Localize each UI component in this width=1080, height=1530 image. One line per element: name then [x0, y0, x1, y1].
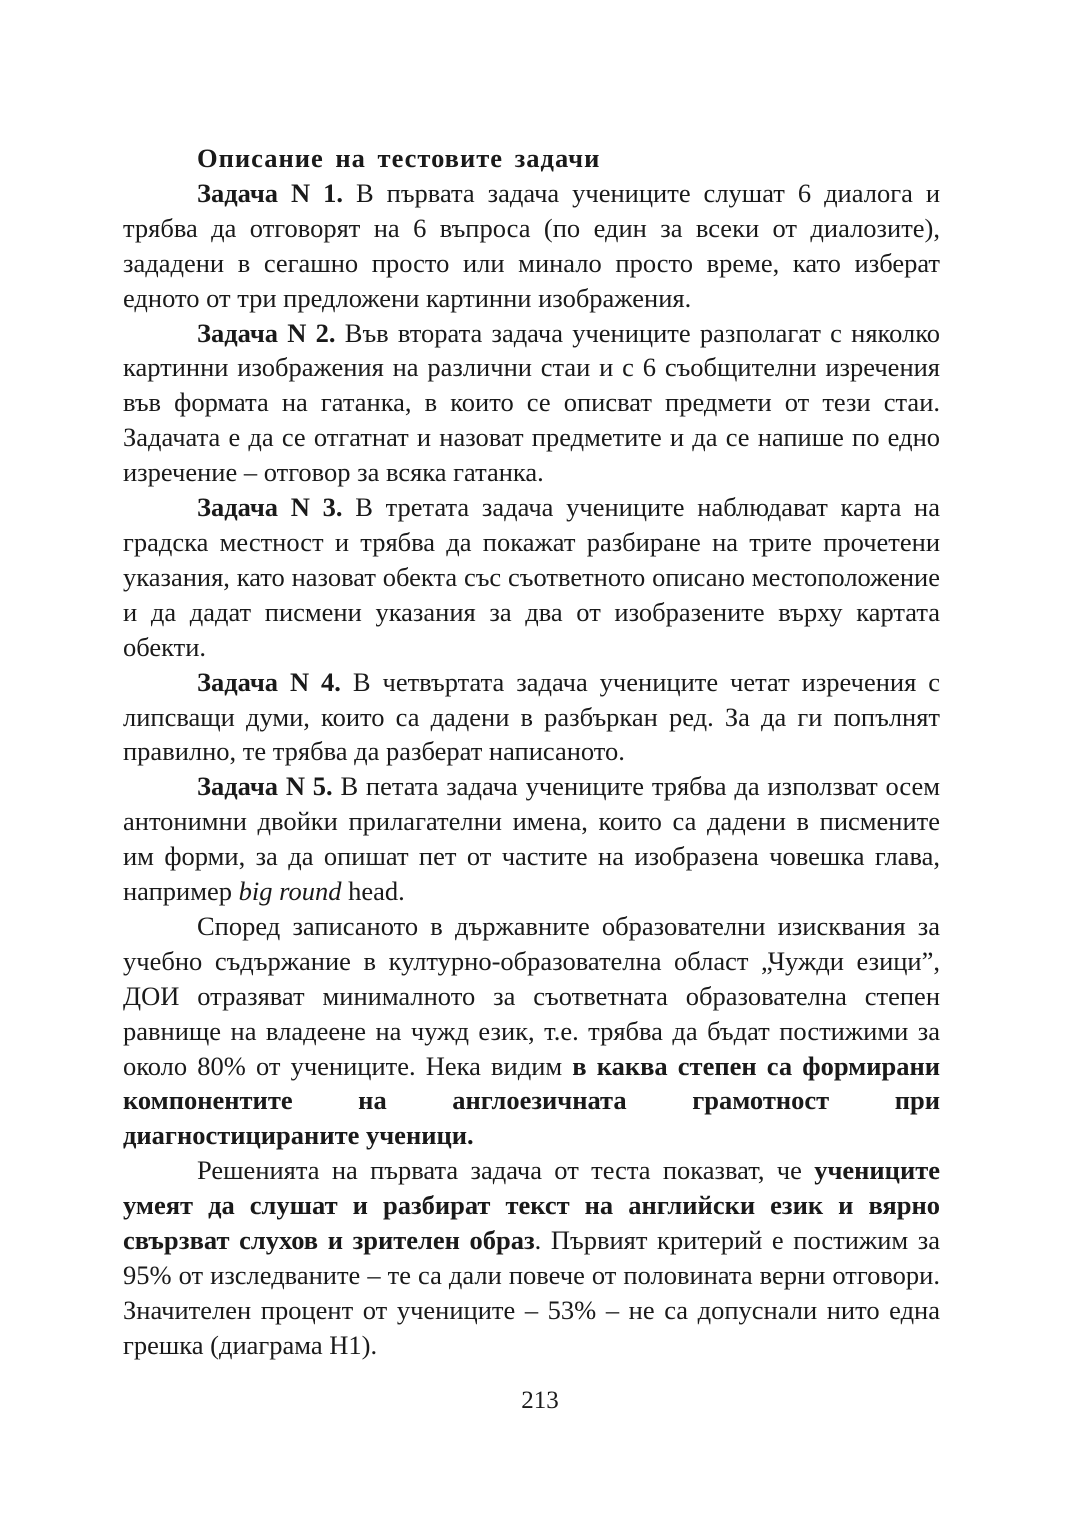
- task-2-paragraph: [123, 316, 940, 491]
- results-paragraph: [123, 1153, 940, 1362]
- results-text: Решенията на първата задача от теста показват, че: [197, 1155, 815, 1186]
- task-5-text-end: head.: [341, 876, 405, 907]
- task-2-text: Във втората задача учениците разполагат с няколко картинни изображения на различни стаи и с 6 съобщителни изречения във формата на гатанка, в които се описват предмети от тези стаи. Задачата е да се отгатнат и назоват предметите и да се напише по едно изречение – отговор за всяка гатанка.: [123, 317, 940, 488]
- task-4-paragraph: [123, 665, 940, 770]
- task-2-label: Задача N 2.: [197, 317, 336, 348]
- task-1-text: В първата задача учениците слушат 6 диалога и трябва да отговорят на 6 въпроса (по един за всеки от диалозите), зададени в сегашно просто или минало просто време, като изберат едното от три предложени картинни изображения.: [123, 177, 941, 313]
- doi-bold-text: в каква степен са формирани компонентите на англоезичната грамотност при диагностицираните ученици.: [123, 1050, 940, 1151]
- section-title: Описание на тестовите задачи: [197, 143, 601, 173]
- task-5-text: В петата задача учениците трябва да използват осем антонимни двойки прилагателни имена, които са дадени в писмените им форми, за да опишат пет от частите на изобразена човешка глава, например: [123, 771, 940, 907]
- doi-paragraph: [123, 909, 940, 1153]
- page-body: [123, 141, 940, 1363]
- task-5-paragraph: [123, 769, 940, 909]
- results-bold-text: учениците умеят да слушат и разбират текст на английски език и вярно свързват слухов и зрителен образ: [123, 1155, 940, 1256]
- task-3-label: Задача N 3.: [197, 492, 343, 523]
- task-4-text: В четвъртата задача учениците четат изречения с липсващи думи, които са дадени в разбъркан ред. За да ги попълнят правилно, те трябва да разберат написаното.: [123, 666, 940, 767]
- page-number: 213: [521, 1387, 559, 1414]
- results-text-end: . Първият критерий е постижим за 95% от изследваните – те са дали повече от половината верни отговори. Значителен процент от учениците – 53% – не са допуснали нито една грешка (диаграма Н1).: [123, 1225, 940, 1360]
- task-5-example: big round: [238, 876, 342, 907]
- task-3-text: В третата задача учениците наблюдават карта на градска местност и трябва да покажат разбиране на трите прочетени указания, като назоват обекта със съответното описано местоположение и да дадат писмени указания за два от изобразените върху картата обекти.: [123, 492, 940, 662]
- task-3-paragraph: [123, 490, 940, 665]
- task-1-paragraph: [123, 176, 940, 316]
- task-1-label: Задача N 1.: [197, 177, 344, 208]
- task-5-label: Задача N 5.: [197, 771, 333, 802]
- doi-text: Според записаното в държавните образователни изисквания за учебно съдържание в културно-образователна област „Чужди езици”, ДОИ отразяват минималното за съответната образователна степен равнище на владеене на чужд език, т.е. трябва да бъдат постижими за около 80% от учениците. Нека видим: [123, 910, 940, 1081]
- task-4-label: Задача N 4.: [197, 666, 341, 697]
